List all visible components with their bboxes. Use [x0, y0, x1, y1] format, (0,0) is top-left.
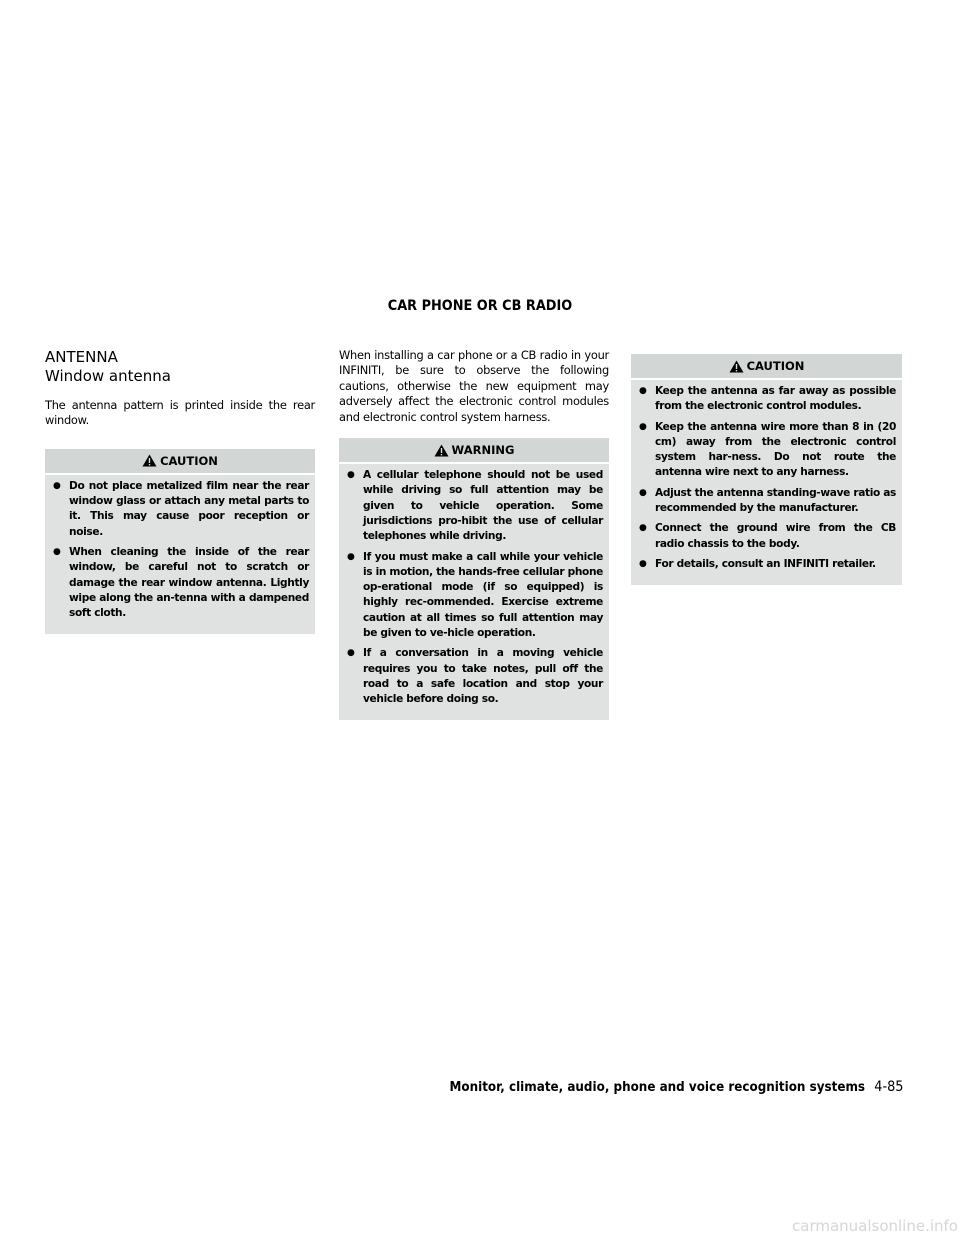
caution-title: CAUTION — [746, 359, 805, 373]
caution-item: ● Do not place metalized film near the rear window glass or attach any metal parts to it. This may cause poor reception or noise. — [53, 479, 309, 540]
caution-item: ● Keep the antenna wire more than 8 in (20 cm) away from the electronic control system har-ness. Do not route the antenna wire next to any harness. — [639, 420, 896, 481]
caution-item: ● Adjust the antenna standing-wave ratio as recommended by the manufacturer. — [639, 486, 896, 517]
caution-item: ● When cleaning the inside of the rear window, be careful not to scratch or damage the rear window antenna. Lightly wipe along the an-tenna with a dampened soft cloth. — [53, 545, 309, 621]
warning-title: WARNING — [451, 443, 515, 458]
caution-item: ● Keep the antenna as far away as possible from the electronic control modules. — [639, 384, 896, 415]
installation-paragraph: When installing a car phone or a CB radio in your INFINITI, be sure to observe the following cautions, otherwise the new equipment may adversely affect the electronic control modules and electronic control system harness. — [339, 348, 609, 424]
page-number: 4-85 — [873, 1079, 903, 1095]
caution-header — [45, 449, 315, 475]
heading-window-antenna: Window antenna — [45, 367, 171, 385]
warning-item: ● A cellular telephone should not be used while driving so full attention may be given to vehicle operation. Some jurisdictions pro-hibit the use of cellular telephones while driving. — [347, 468, 603, 544]
heading-antenna: ANTENNA — [45, 348, 118, 366]
column-1 — [45, 348, 315, 634]
antenna-paragraph: The antenna pattern is printed inside the rear window. — [45, 398, 315, 428]
section-title: CAR PHONE OR CB RADIO — [387, 298, 573, 314]
page-footer — [449, 1079, 903, 1095]
watermark: carmanualsonline.info — [792, 1217, 958, 1235]
warning-header — [339, 438, 609, 464]
warning-triangle-icon — [434, 444, 449, 457]
caution-item: ● Connect the ground wire from the CB radio chassis to the body. — [639, 521, 896, 552]
caution-box-cb-radio — [631, 354, 902, 585]
caution-title: CAUTION — [160, 453, 218, 468]
caution-box-antenna — [45, 449, 315, 635]
warning-item: ● If you must make a call while your vehicle is in motion, the hands-free cellular phone op-erational mode (if so equipped) is highly rec-ommended. Exercise extreme caution at all times so full attention may be given to ve-hicle operation. — [347, 550, 603, 642]
warning-item: ● If a conversation in a moving vehicle requires you to take notes, pull off the road to a safe location and stop your vehicle before doing so. — [347, 646, 603, 707]
caution-item: ● For details, consult an INFINITI retailer. — [639, 557, 896, 572]
chapter-title: Monitor, climate, audio, phone and voice recognition systems — [448, 1080, 865, 1095]
caution-header — [631, 354, 902, 380]
warning-triangle-icon — [142, 454, 157, 467]
column-2 — [339, 348, 609, 720]
warning-box — [339, 438, 609, 720]
warning-triangle-icon — [729, 360, 744, 373]
column-3 — [631, 354, 902, 585]
